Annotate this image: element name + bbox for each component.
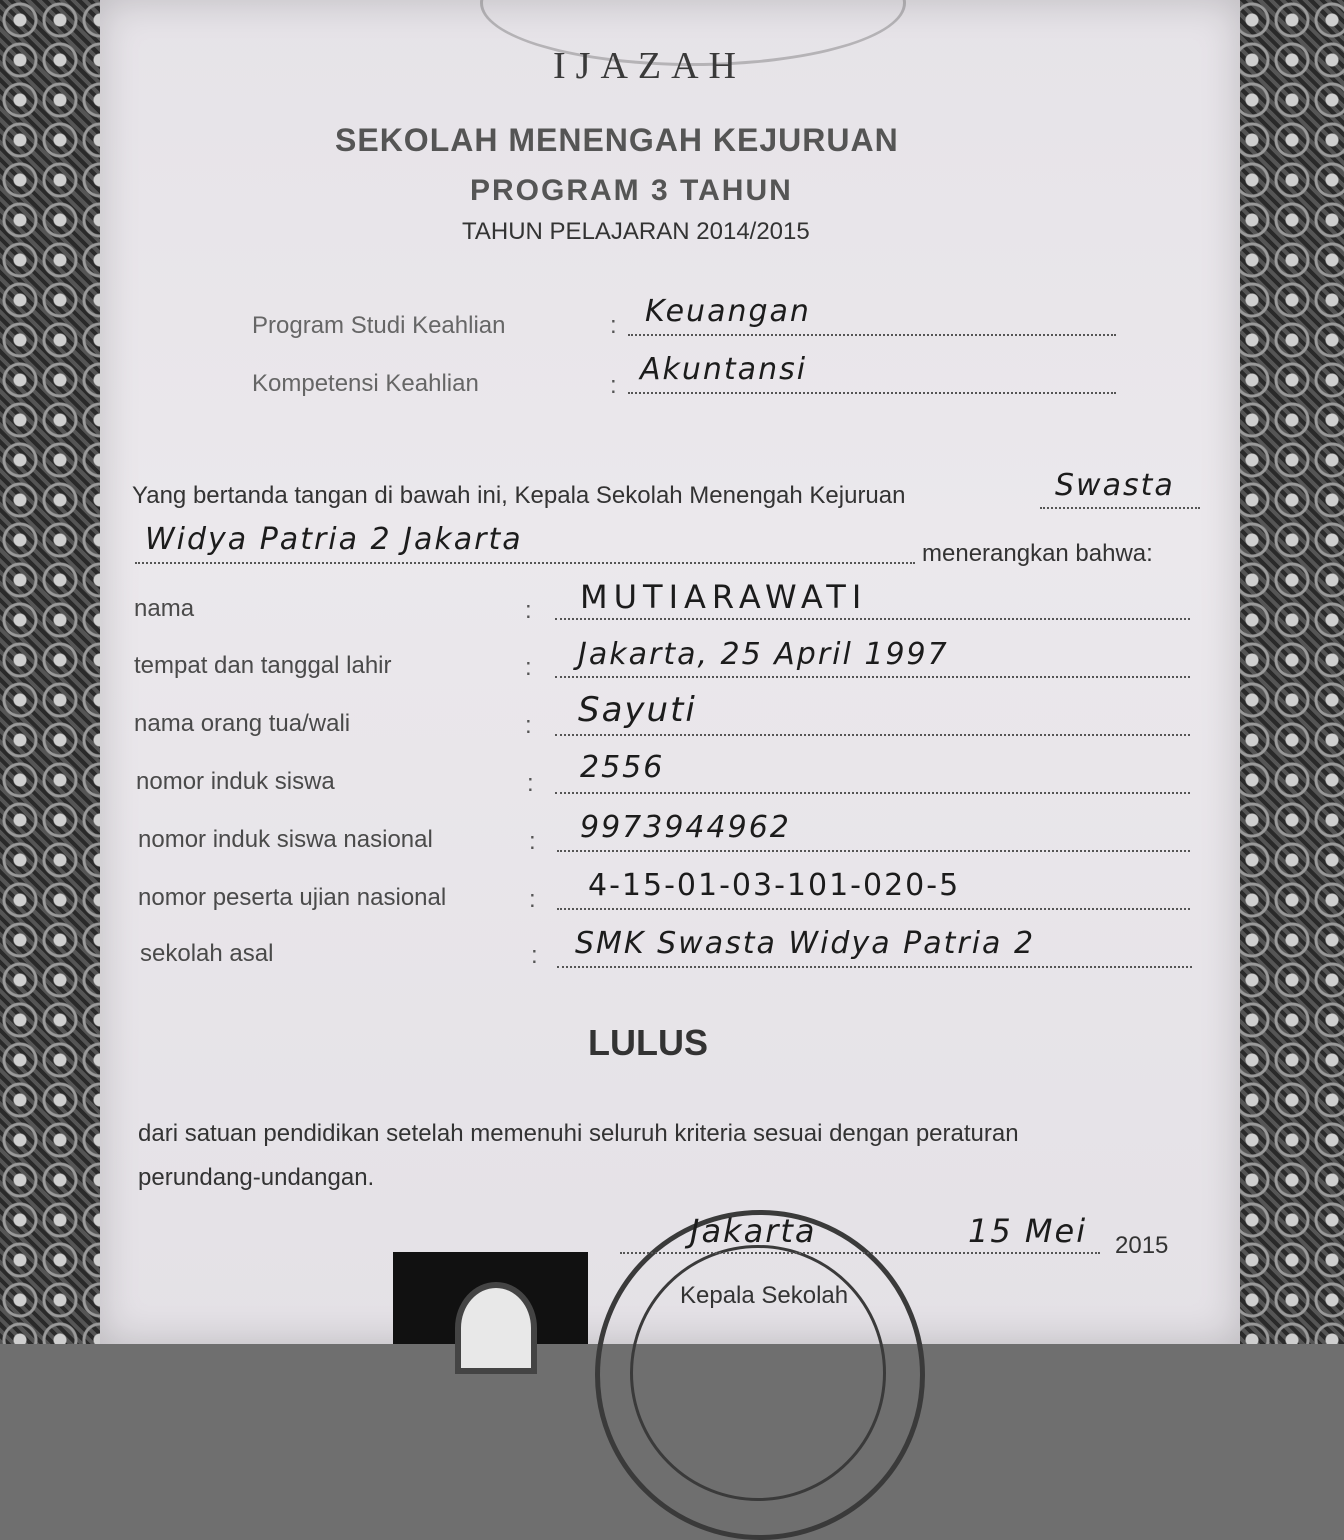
- student-photo-portrait: [455, 1282, 537, 1374]
- signature-role: Kepala Sekolah: [680, 1282, 849, 1309]
- field-dotted-line: [557, 850, 1190, 852]
- field-dotted-line: [557, 966, 1192, 968]
- program-colon: :: [610, 312, 617, 339]
- academic-year: TAHUN PELAJARAN 2014/2015: [462, 218, 810, 245]
- signature-year: 2015: [1115, 1232, 1169, 1259]
- field-colon: :: [525, 712, 532, 739]
- field-colon: :: [531, 942, 538, 969]
- signature-date: 15 Mei: [968, 1212, 1088, 1250]
- school-handwritten-2: Widya Patria 2 Jakarta: [145, 522, 523, 557]
- program-heading: PROGRAM 3 TAHUN: [470, 174, 793, 207]
- field-label-name: nama: [134, 595, 195, 622]
- field-value-name: MUTIARAWATI: [580, 578, 868, 616]
- document-title: IJAZAH: [553, 45, 746, 87]
- field-colon: :: [529, 828, 536, 855]
- program-value: Keuangan: [645, 294, 811, 329]
- competency-label: Kompetensi Keahlian: [252, 370, 479, 397]
- signature-place: Jakarta: [690, 1212, 817, 1250]
- statement-intro: Yang bertanda tangan di bawah ini, Kepala Sekolah Menengah Kejuruan: [132, 482, 906, 509]
- statement-dotted-line-2: [135, 562, 915, 564]
- school-type-heading: SEKOLAH MENENGAH KEJURUAN: [335, 122, 899, 158]
- field-value-parent: Sayuti: [578, 690, 697, 730]
- competency-colon: :: [610, 372, 617, 399]
- field-dotted-line: [555, 792, 1190, 794]
- field-label-exam-number: nomor peserta ujian nasional: [138, 884, 447, 911]
- field-value-nis: 2556: [580, 750, 665, 785]
- field-value-origin-school: SMK Swasta Widya Patria 2: [575, 926, 1036, 961]
- field-label-nisn: nomor induk siswa nasional: [138, 826, 433, 853]
- field-dotted-line: [555, 676, 1190, 678]
- statement-dotted-line-1: [1040, 507, 1200, 509]
- statement-declares: menerangkan bahwa:: [922, 540, 1153, 567]
- ornamental-border-right: [1232, 0, 1344, 1344]
- competency-dotted-line: [628, 392, 1116, 394]
- program-dotted-line: [628, 334, 1116, 336]
- competency-value: Akuntansi: [640, 352, 808, 387]
- field-colon: :: [525, 654, 532, 681]
- field-colon: :: [527, 770, 534, 797]
- school-handwritten-1: Swasta: [1055, 468, 1175, 503]
- field-dotted-line: [555, 734, 1190, 736]
- signature-dotted-line: [620, 1252, 1100, 1254]
- field-colon: :: [529, 886, 536, 913]
- field-label-nis: nomor induk siswa: [136, 768, 335, 795]
- field-label-birth: tempat dan tanggal lahir: [134, 652, 392, 679]
- field-label-origin-school: sekolah asal: [140, 940, 274, 967]
- result-heading: LULUS: [588, 1022, 708, 1063]
- field-value-nisn: 9973944962: [580, 810, 791, 845]
- field-colon: :: [525, 597, 532, 624]
- field-dotted-line: [555, 618, 1190, 620]
- field-label-parent: nama orang tua/wali: [134, 710, 351, 737]
- field-value-birth: Jakarta, 25 April 1997: [578, 637, 949, 672]
- closing-line-2: perundang-undangan.: [138, 1164, 375, 1191]
- program-label: Program Studi Keahlian: [252, 312, 506, 339]
- field-dotted-line: [557, 908, 1190, 910]
- field-value-exam-number: 4-15-01-03-101-020-5: [588, 868, 961, 903]
- closing-line-1: dari satuan pendidikan setelah memenuhi seluruh kriteria sesuai dengan peraturan: [138, 1120, 1019, 1147]
- school-seal: [595, 1210, 925, 1540]
